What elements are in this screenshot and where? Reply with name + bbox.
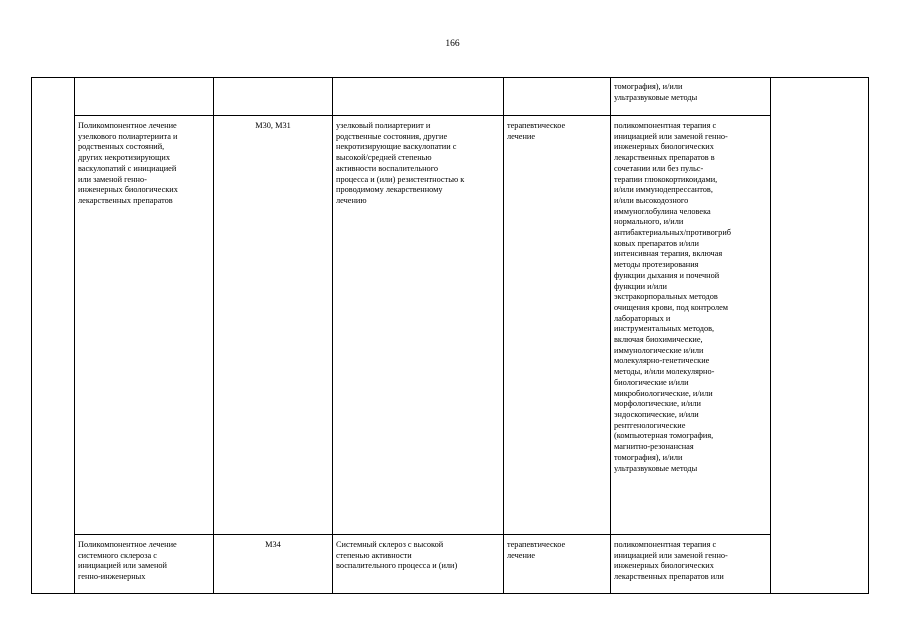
table-cell-method: томография), и/или ультразвуковые методы	[614, 82, 698, 102]
column-divider	[74, 77, 75, 594]
column-divider	[31, 77, 32, 594]
table-cell-model: Системный склероз с высокой степенью активности воспалительного процесса и (или)	[336, 540, 458, 571]
column-divider	[503, 77, 504, 594]
table-cell-model: узелковый полиартериит и родственные состояния, другие некротизирующие васкулопатии с высокой/средней степенью активности воспалительного процесса и (или) резистентностью к проводимому лекарственному лечению	[336, 121, 465, 205]
column-divider	[770, 77, 771, 594]
table-cell-codes: M30, M31	[255, 121, 291, 130]
row-divider	[74, 534, 770, 535]
table-cell-codes: M34	[265, 540, 281, 549]
column-divider	[213, 77, 214, 594]
column-divider	[610, 77, 611, 594]
row-divider	[74, 115, 770, 116]
table-cell-type: терапевтическое лечение	[507, 540, 566, 560]
table-top-border	[31, 77, 868, 78]
table-cell-method: поликомпонентная терапия с инициацией или заменой генно- инженерных биологических лекарственных препаратов или	[614, 540, 728, 582]
table-cell-name: Поликомпонентное лечение системного склероза с инициацией или заменой генно-инженерных	[78, 540, 177, 582]
table-cell-name: Поликомпонентное лечение узелкового полиартериита и родственных состояний, других некротизирующих васкулопатий с инициацией или заменой генно- инженерных биологических лекарственных препаратов	[78, 121, 178, 205]
table-bottom-border	[31, 593, 868, 594]
table-cell-method: поликомпонентная терапия с инициацией или заменой генно- инженерных биологических лекарственных препаратов в сочетании или без пульс- терапии глюкокортикоидами, и/или иммунодепрессантов, и/или высокодозного иммуноглобулина человека нормального, и/или антибактериальных/противогриб ковых препаратов и/или интенсивная терапия, включая методы протезирования функции дыхания и почечной функции и/или экстракорпоральных методов очищения крови, под контролем лабораторных и инструментальных методов, включая биохимические, иммунологические и/или молекулярно-генетические методы, и/или молекулярно- биологические и/или микробиологические, и/или морфологические, и/или эндоскопические, и/или рентгенологические (компьютерная томография, магнитно-резонансная томография), и/или ультразвуковые методы	[614, 121, 731, 473]
table-cell-type: терапевтическое лечение	[507, 121, 566, 141]
column-divider	[868, 77, 869, 594]
page-number: 166	[445, 39, 460, 49]
column-divider	[332, 77, 333, 594]
